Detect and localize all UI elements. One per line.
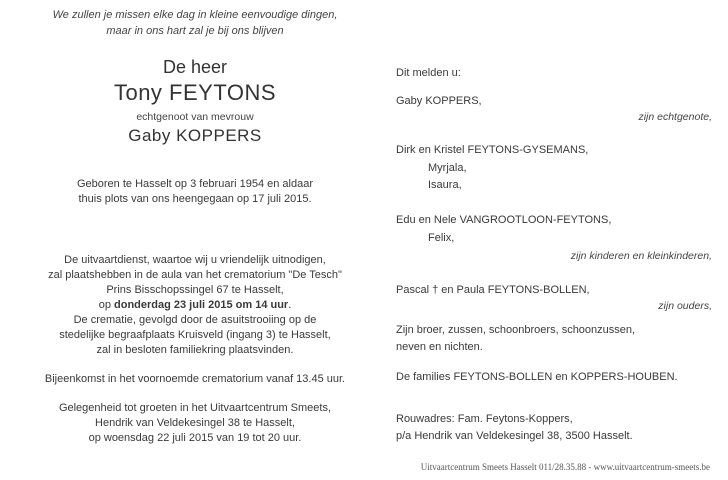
funeral-service-info — [8, 253, 382, 358]
service-line-7: zal in besloten familiekring plaatsvinden. — [96, 344, 294, 356]
service-date: donderdag 23 juli 2015 om 14 uur — [114, 299, 289, 311]
child-entry-1: Dirk en Kristel FEYTONS-GYSEMANS, — [396, 144, 589, 156]
mourning-address-1: Rouwadres: Fam. Feytons-Koppers, — [396, 413, 573, 425]
quote-line-2: maar in ons hart zal je bij ons blijven — [106, 25, 284, 37]
deceased-name: Tony FEYTONS — [113, 80, 277, 105]
greeting-line-1: Gelegenheid tot groeten in het Uitvaartcentrum Smeets, — [58, 402, 332, 414]
child-entry-2: Edu en Nele VANGROOTLOON-FEYTONS, — [396, 214, 612, 226]
funeral-home-footer: Uitvaartcentrum Smeets Hasselt 011/28.35.88 - www.uitvaartcentrum-smeets.be — [420, 462, 710, 472]
birth-line-2: thuis plots van ons heengegaan op 17 juli 2015. — [78, 193, 312, 205]
mourning-address-2: p/a Hendrik van Veldekesingel 38, 3500 Hasselt. — [396, 430, 633, 442]
service-line-4 — [8, 298, 382, 313]
service-date-suffix: . — [288, 299, 292, 311]
service-line-5: De crematie, gevolgd door de asuitstrooiing op de — [73, 314, 317, 326]
greeting-line-3: op woensdag 22 juli 2015 van 19 tot 20 uur. — [88, 432, 302, 444]
gathering-info: Bijeenkomst in het voornoemde crematorium vanaf 13.45 uur. — [44, 373, 346, 385]
service-line-3: Prins Bisschopssingel 67 te Hasselt, — [106, 284, 284, 296]
quote-line-1: We zullen je missen elke dag in kleine eenvoudige dingen, — [52, 9, 338, 21]
birth-death-info — [8, 177, 382, 207]
parents-role: zijn ouders, — [658, 300, 712, 312]
siblings-line-1: Zijn broer, zussen, schoonbroers, schoonzussen, — [396, 324, 636, 336]
grandchild-entry-1: Myrjala, — [428, 162, 467, 174]
spouse-role: zijn echtgenote, — [638, 111, 712, 123]
birth-line-1: Geboren te Hasselt op 3 februari 1954 en aldaar — [76, 178, 314, 190]
grandchild-entry-3: Felix, — [428, 232, 455, 244]
memorial-quote — [8, 7, 382, 39]
spouse-name: Gaby KOPPERS — [128, 126, 262, 145]
spouse-entry: Gaby KOPPERS, — [396, 95, 482, 107]
spouse-intro: echtgenoot van mevrouw — [136, 111, 254, 123]
greeting-line-2: Hendrik van Veldekesingel 38 te Hasselt, — [95, 417, 295, 429]
grandchild-entry-2: Isaura, — [428, 179, 462, 191]
service-line-2: zal plaatshebben in de aula van het crematorium "De Tesch" — [48, 269, 342, 281]
children-role: zijn kinderen en kleinkinderen, — [570, 250, 712, 262]
parents-entry: Pascal † en Paula FEYTONS-BOLLEN, — [396, 284, 590, 296]
title-honorific: De heer — [162, 57, 228, 77]
service-date-prefix: op — [98, 299, 114, 311]
service-line-6: stedelijke begraafplaats Kruisveld (ingang 3) te Hasselt, — [59, 329, 331, 341]
announcement-intro: Dit melden u: — [396, 67, 461, 79]
families-entry: De families FEYTONS-BOLLEN en KOPPERS-HOUBEN. — [396, 371, 678, 383]
siblings-line-2: neven en nichten. — [396, 341, 483, 353]
service-line-1: De uitvaartdienst, waartoe wij u vriendelijk uitnodigen, — [64, 254, 326, 266]
greeting-info — [8, 401, 382, 446]
